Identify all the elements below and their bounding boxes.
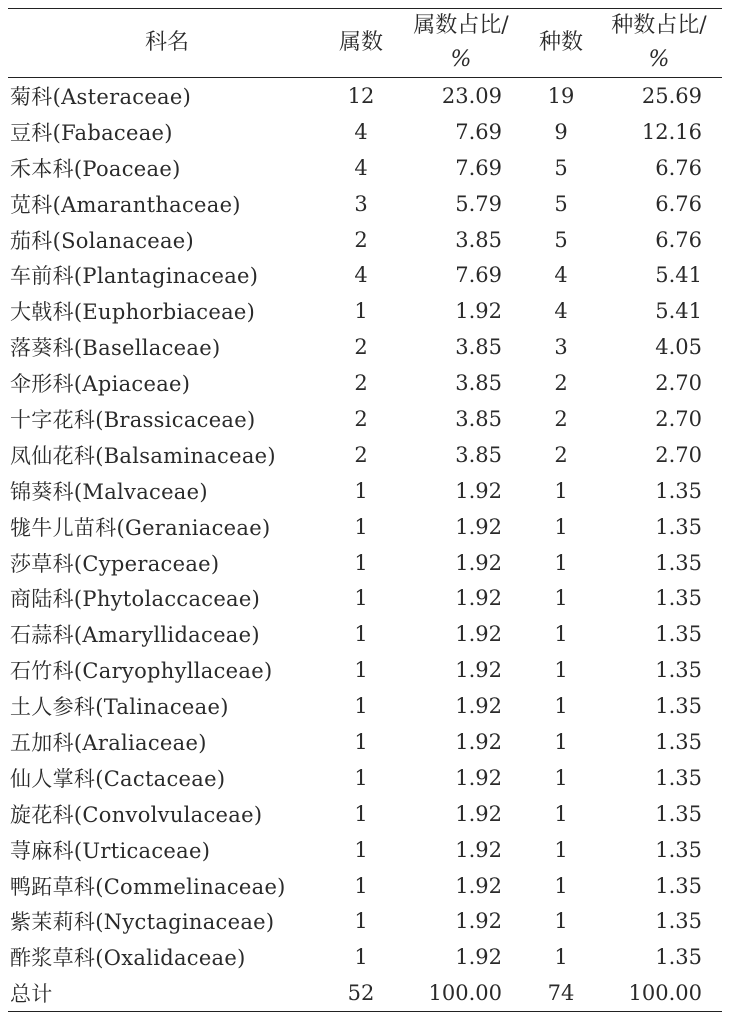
table-row [8,832,722,868]
species-pct-cell: 1.35 [655,586,702,611]
table-header [8,9,722,78]
species-count-cell: 9 [554,119,568,144]
table-row [8,545,722,581]
table-row [8,796,722,832]
family-name-cell: 落葵科(Basellaceae) [10,336,221,361]
genus-pct-cell: 7.69 [455,155,502,180]
species-pct-cell: 5.41 [655,263,702,288]
species-count-cell: 1 [554,765,568,790]
table-row [8,616,722,652]
family-name-cell: 莎草科(Cyperaceae) [10,551,220,576]
table-row [8,473,722,509]
family-name-cell: 五加科(Araliaceae) [10,730,207,755]
species-pct-cell: 4.05 [655,335,702,360]
header-genus-count: 属数 [326,9,396,78]
table-row [8,437,722,473]
header-genus-pct-unit: % [396,43,526,78]
genus-count-cell: 1 [354,945,368,970]
genus-pct-cell: 3.85 [455,371,502,396]
family-name-cell: 旋花科(Convolvulaceae) [10,802,263,827]
species-count-cell: 1 [554,873,568,898]
genus-count-cell: 1 [354,909,368,934]
genus-count-cell: 1 [354,478,368,503]
family-name-cell: 伞形科(Apiaceae) [10,372,191,397]
table-row [8,724,722,760]
species-pct-cell: 6.76 [655,191,702,216]
genus-pct-cell: 1.92 [455,765,502,790]
family-name-cell: 苋科(Amaranthaceae) [10,192,241,217]
header-species-count: 种数 [526,9,596,78]
table-row [8,760,722,796]
species-pct-cell: 1.35 [655,514,702,539]
genus-pct-cell: 1.92 [455,658,502,683]
genus-count-cell: 4 [354,119,368,144]
species-count-cell: 1 [554,909,568,934]
table-row [8,222,722,258]
genus-count-cell: 1 [354,586,368,611]
species-pct-cell: 12.16 [641,119,702,144]
table-row [8,150,722,186]
genus-count-cell: 1 [354,694,368,719]
genus-pct-cell: 3.85 [455,406,502,431]
total-genus-pct: 100.00 [396,975,526,1011]
species-pct-cell: 25.69 [641,83,702,108]
genus-count-cell: 1 [354,550,368,575]
species-pct-cell: 1.35 [655,909,702,934]
table-row [8,688,722,724]
family-name-cell: 禾本科(Poaceae) [10,156,181,181]
genus-count-cell: 4 [354,155,368,180]
family-name-cell: 石竹科(Caryophyllaceae) [10,659,273,684]
table-row [8,257,722,293]
table-row [8,868,722,904]
genus-pct-cell: 1.92 [455,945,502,970]
genus-pct-cell: 23.09 [441,83,502,108]
genus-pct-cell: 1.92 [455,801,502,826]
genus-pct-cell: 1.92 [455,694,502,719]
table-row [8,652,722,688]
table-row [8,186,722,222]
family-name-cell: 荨麻科(Urticaceae) [10,838,211,863]
header-row [8,9,722,44]
family-name-cell: 锦葵科(Malvaceae) [10,479,208,504]
family-name-cell: 商陆科(Phytolaccaceae) [10,587,261,612]
table-row [8,114,722,150]
total-row [8,975,722,1011]
species-pct-cell: 6.76 [655,227,702,252]
species-count-cell: 1 [554,729,568,754]
total-label: 总计 [8,975,326,1011]
family-name-cell: 十字花科(Brassicaceae) [10,407,256,432]
species-count-cell: 4 [554,263,568,288]
species-count-cell: 1 [554,694,568,719]
family-name-cell: 石蒜科(Amaryllidaceae) [10,623,260,648]
genus-count-cell: 2 [354,227,368,252]
table-row [8,939,722,975]
species-count-cell: 3 [554,335,568,360]
header-genus-pct: 属数占比/ [396,9,526,44]
genus-count-cell: 2 [354,406,368,431]
species-count-cell: 19 [547,83,575,108]
species-pct-cell: 1.35 [655,694,702,719]
genus-pct-cell: 1.92 [455,550,502,575]
family-name-cell: 凤仙花科(Balsaminaceae) [10,443,276,468]
species-count-cell: 1 [554,945,568,970]
table-body [8,78,722,1012]
genus-count-cell: 1 [354,658,368,683]
species-pct-cell: 1.35 [655,765,702,790]
table-row [8,401,722,437]
genus-pct-cell: 7.69 [455,263,502,288]
species-pct-cell: 2.70 [655,371,702,396]
species-count-cell: 5 [554,155,568,180]
table-row [8,293,722,329]
genus-count-cell: 3 [354,191,368,216]
genus-pct-cell: 1.92 [455,514,502,539]
species-pct-cell: 1.35 [655,873,702,898]
genus-pct-cell: 5.79 [455,191,502,216]
table-row [8,580,722,616]
table-row [8,509,722,545]
table-row [8,329,722,365]
family-name-cell: 车前科(Plantaginaceae) [10,264,259,289]
genus-count-cell: 2 [354,335,368,360]
species-count-cell: 1 [554,550,568,575]
genus-count-cell: 1 [354,873,368,898]
species-pct-cell: 1.35 [655,729,702,754]
species-count-cell: 2 [554,442,568,467]
table-row [8,78,722,114]
family-name-cell: 土人参科(Talinaceae) [10,695,229,720]
genus-pct-cell: 1.92 [455,873,502,898]
species-pct-cell: 1.35 [655,622,702,647]
total-genus: 52 [326,975,396,1011]
species-pct-cell: 1.35 [655,801,702,826]
total-species: 74 [526,975,596,1011]
species-count-cell: 1 [554,837,568,862]
species-count-cell: 4 [554,299,568,324]
species-count-cell: 1 [554,514,568,539]
family-name-cell: 仙人掌科(Cactaceae) [10,766,226,791]
species-count-cell: 1 [554,658,568,683]
species-count-cell: 1 [554,586,568,611]
family-name-cell: 牻牛儿苗科(Geraniaceae) [10,515,271,540]
species-pct-cell: 1.35 [655,945,702,970]
species-pct-cell: 6.76 [655,155,702,180]
family-name-cell: 酢浆草科(Oxalidaceae) [10,946,246,971]
family-name-cell: 菊科(Asteraceae) [10,84,192,109]
genus-count-cell: 1 [354,729,368,754]
genus-pct-cell: 1.92 [455,837,502,862]
species-count-cell: 5 [554,227,568,252]
genus-count-cell: 1 [354,801,368,826]
genus-pct-cell: 1.92 [455,586,502,611]
species-count-cell: 1 [554,622,568,647]
family-name-cell: 豆科(Fabaceae) [10,120,173,145]
genus-pct-cell: 7.69 [455,119,502,144]
species-pct-cell: 5.41 [655,299,702,324]
genus-count-cell: 2 [354,442,368,467]
table-row [8,903,722,939]
family-name-cell: 茄科(Solanaceae) [10,228,195,253]
species-count-cell: 5 [554,191,568,216]
species-count-cell: 1 [554,478,568,503]
species-pct-cell: 1.35 [655,837,702,862]
total-species-pct: 100.00 [596,975,722,1011]
genus-pct-cell: 1.92 [455,729,502,754]
family-name-cell: 紫茉莉科(Nyctaginaceae) [10,910,275,935]
species-pct-cell: 1.35 [655,658,702,683]
genus-count-cell: 1 [354,765,368,790]
genus-pct-cell: 3.85 [455,335,502,360]
genus-count-cell: 1 [354,299,368,324]
family-name-cell: 鸭跖草科(Commelinaceae) [10,874,286,899]
genus-count-cell: 4 [354,263,368,288]
species-count-cell: 2 [554,406,568,431]
genus-count-cell: 1 [354,622,368,647]
genus-pct-cell: 1.92 [455,478,502,503]
family-statistics-table-wrapper [8,8,722,1012]
species-pct-cell: 2.70 [655,406,702,431]
species-pct-cell: 2.70 [655,442,702,467]
genus-pct-cell: 3.85 [455,227,502,252]
species-count-cell: 1 [554,801,568,826]
family-name-cell: 大戟科(Euphorbiaceae) [10,300,256,325]
header-species-pct: 种数占比/ [596,9,722,44]
genus-pct-cell: 3.85 [455,442,502,467]
genus-pct-cell: 1.92 [455,299,502,324]
header-species-pct-unit: % [596,43,722,78]
species-pct-cell: 1.35 [655,550,702,575]
genus-pct-cell: 1.92 [455,622,502,647]
species-pct-cell: 1.35 [655,478,702,503]
family-statistics-table [8,8,722,1012]
species-count-cell: 2 [554,371,568,396]
header-family: 科名 [8,9,326,78]
genus-count-cell: 1 [354,514,368,539]
table-row [8,365,722,401]
genus-pct-cell: 1.92 [455,909,502,934]
genus-count-cell: 2 [354,371,368,396]
genus-count-cell: 1 [354,837,368,862]
genus-count-cell: 12 [347,83,375,108]
